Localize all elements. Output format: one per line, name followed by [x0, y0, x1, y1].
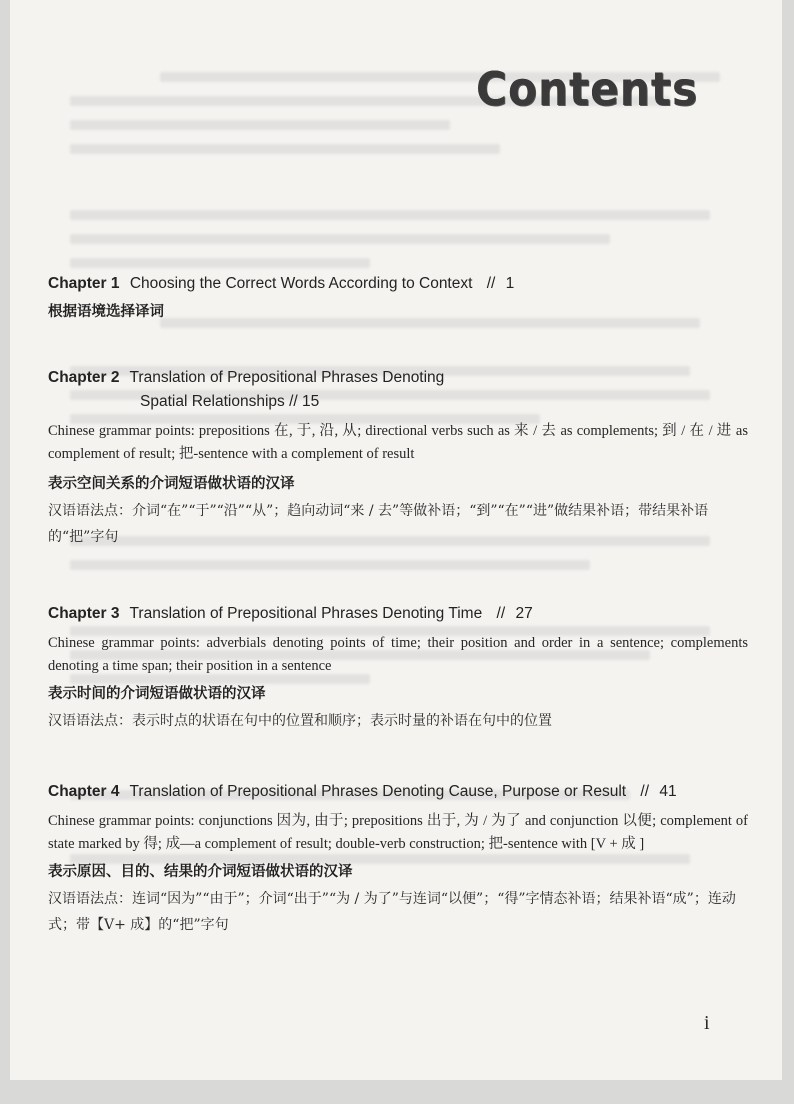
chapter-page-number: 15: [302, 393, 320, 410]
page-number: i: [704, 1012, 710, 1034]
document-page: [10, 0, 782, 1080]
chapter-label: Chapter 2: [48, 369, 120, 386]
chapter-heading: [48, 272, 748, 296]
chapter-entry-4: [48, 780, 748, 938]
grammar-points-chinese: 汉语语法点：连词“因为”“由于”；介词“出于”“为 / 为了”与连词“以便”；“得”字情态补语；结果补语“成”；连动式；带【V+ 成】的“把”字句: [48, 891, 736, 933]
page-separator: //: [496, 605, 506, 622]
chapter-title-continued: Spatial Relationships: [140, 393, 285, 410]
chapter-entry-1: [48, 272, 748, 324]
chapter-chinese-title: 表示时间的介词短语做状语的汉译: [48, 686, 266, 702]
grammar-points-english: Chinese grammar points: prepositions 在, 于, 沿, 从; directional verbs such as 来 / 去 as complements; 到 / 在 / 进 as complement of result; 把-sentence with a complement of result: [48, 423, 748, 462]
grammar-points-chinese: 汉语语法点：表示时点的状语在句中的位置和顺序；表示时量的补语在句中的位置: [48, 713, 552, 729]
chapter-page-number: 41: [659, 783, 677, 800]
chapter-heading: [48, 366, 748, 390]
chapter-chinese-title: 根据语境选择译词: [48, 304, 164, 320]
page-separator: //: [640, 783, 650, 800]
chapter-page-number: 27: [515, 605, 533, 622]
chapter-title: Translation of Prepositional Phrases Denoting: [129, 369, 445, 386]
chapter-heading-continued: [48, 390, 748, 414]
chapter-title: Choosing the Correct Words According to Context: [129, 275, 473, 292]
chapter-label: Chapter 1: [48, 275, 120, 292]
grammar-points-chinese: 汉语语法点：介词“在”“于”“沿”“从”；趋向动词“来 / 去”等做补语；“到”“在”“进”做结果补语；带结果补语的“把”字句: [48, 503, 709, 545]
chapter-heading: [48, 602, 748, 626]
chapter-heading: [48, 780, 748, 804]
grammar-points-english: Chinese grammar points: adverbials denoting points of time; their position and order in a sentence; complements denoting a time span; their position in a sentence: [48, 635, 748, 674]
chapter-label: Chapter 4: [48, 783, 120, 800]
page-separator: //: [486, 275, 496, 292]
chapter-title: Translation of Prepositional Phrases Denoting Time: [129, 605, 483, 622]
chapter-entry-3: [48, 602, 748, 734]
chapter-chinese-title: 表示原因、目的、结果的介词短语做状语的汉译: [48, 864, 353, 880]
chapter-chinese-title: 表示空间关系的介词短语做状语的汉译: [48, 476, 295, 492]
chapter-page-number: 1: [505, 275, 515, 292]
grammar-points-english: Chinese grammar points: conjunctions 因为, 由于; prepositions 出于, 为 / 为了 and conjunction 以便; complement of state marked by 得; 成—a complement of result; double-verb construction; 把-sentence with [V + 成 ]: [48, 813, 748, 852]
chapter-label: Chapter 3: [48, 605, 120, 622]
chapter-title: Translation of Prepositional Phrases Denoting Cause, Purpose or Result: [129, 783, 627, 800]
page-separator: //: [289, 393, 298, 410]
contents-heading: Contents: [476, 62, 699, 116]
chapter-entry-2: [48, 366, 748, 550]
